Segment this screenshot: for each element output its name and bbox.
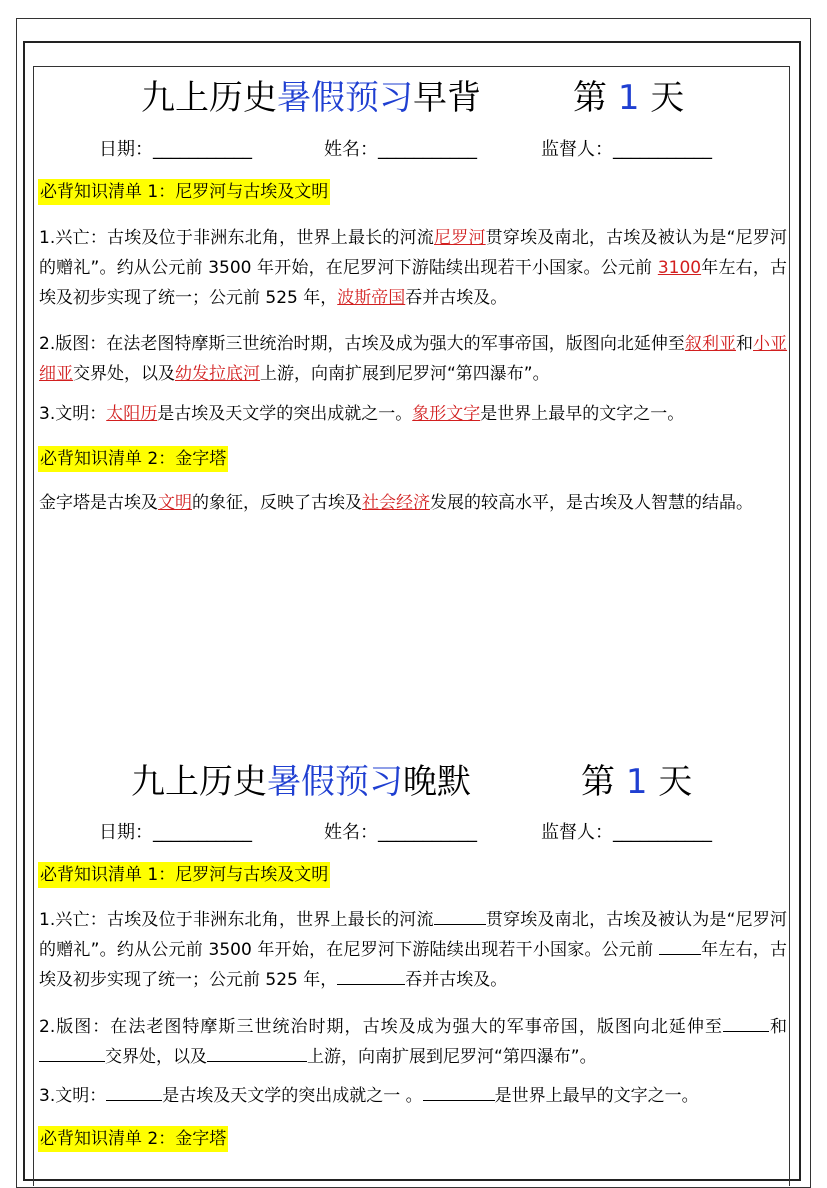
text: 发展的较高水平，是古埃及人智慧的结晶。 bbox=[430, 493, 753, 513]
evening-info-row bbox=[33, 820, 790, 846]
text: 2.版图：在法老图特摩斯三世统治时期，古埃及成为强大的军事帝国，版图向北延伸至 bbox=[39, 334, 685, 354]
morning-paragraph-3 bbox=[39, 399, 787, 429]
fill-blank[interactable] bbox=[423, 1084, 495, 1101]
answer: 叙利亚 bbox=[684, 334, 736, 354]
text: 和 bbox=[735, 334, 754, 354]
day-suffix: 天 bbox=[658, 762, 693, 802]
answer: 太阳历 bbox=[106, 404, 158, 424]
title-part-c: 晚默 bbox=[403, 762, 471, 802]
answer: 象形文字 bbox=[412, 404, 481, 424]
title-part-b: 暑假预习 bbox=[267, 762, 403, 802]
text: 年左右，古埃及初步实现了统一；公元前 525 年， bbox=[39, 940, 788, 990]
morning-paragraph-2 bbox=[39, 329, 787, 389]
morning-info-row bbox=[33, 137, 790, 163]
text: 贯穿埃及南北，古埃及被认为是“尼罗河的赠礼”。约从公元前 3500 年开始，在尼罗河下游陆续出现若干小国家。公元前 bbox=[39, 228, 788, 278]
text: 2.版图：在法老图特摩斯三世统治时期，古埃及成为强大的军事帝国，版图向北延伸至 bbox=[39, 1017, 723, 1037]
day-suffix: 天 bbox=[650, 78, 685, 118]
text: 贯穿埃及南北，古埃及被认为是“尼罗河的赠礼”。约从公元前 3500 年开始，在尼罗河下游陆续出现若干小国家。公元前 bbox=[39, 910, 788, 960]
answer: 小亚细亚 bbox=[39, 334, 788, 384]
answer: 3100 bbox=[657, 258, 702, 278]
text: 是世界上最早的文字之一。 bbox=[480, 404, 685, 424]
fill-blank[interactable] bbox=[39, 1045, 105, 1062]
answer: 幼发拉底河 bbox=[175, 364, 260, 384]
morning-day-counter bbox=[573, 76, 684, 120]
title-part-c: 早背 bbox=[413, 78, 481, 118]
answer: 波斯帝国 bbox=[337, 288, 406, 308]
day-number: 1 bbox=[617, 78, 640, 118]
title-part-a: 九上历史 bbox=[131, 762, 267, 802]
text: 交界处，以及 bbox=[105, 1047, 207, 1067]
title-part-a: 九上历史 bbox=[141, 78, 277, 118]
answer: 社会经济 bbox=[362, 493, 430, 513]
fill-blank[interactable] bbox=[337, 968, 405, 985]
text: 是古埃及天文学的突出成就之一 。 bbox=[162, 1086, 423, 1106]
morning-title-main bbox=[141, 76, 481, 120]
text: 金字塔是古埃及 bbox=[39, 493, 158, 513]
text: 交界处，以及 bbox=[73, 364, 175, 384]
day-prefix: 第 bbox=[581, 762, 615, 802]
evening-paragraph-3 bbox=[39, 1081, 787, 1111]
text: 3.文明： bbox=[39, 404, 107, 424]
text: 是古埃及天文学的突出成就之一。 bbox=[157, 404, 413, 424]
answer: 尼罗河 bbox=[434, 228, 486, 248]
text: 的象征，反映了古埃及 bbox=[192, 493, 362, 513]
name-field[interactable]: 姓名：___________ bbox=[324, 139, 477, 160]
supervisor-field[interactable]: 监督人：___________ bbox=[541, 139, 712, 160]
name-field[interactable]: 姓名：___________ bbox=[324, 822, 477, 843]
text: 3.文明： bbox=[39, 1086, 107, 1106]
text: 吞并古埃及。 bbox=[405, 288, 508, 308]
title-part-b: 暑假预习 bbox=[277, 78, 413, 118]
date-field[interactable]: 日期：___________ bbox=[99, 822, 252, 843]
list2-heading: 必背知识清单 2：金字塔 bbox=[38, 446, 228, 472]
fill-blank[interactable] bbox=[723, 1015, 769, 1032]
morning-paragraph-1 bbox=[39, 223, 787, 313]
evening-day-counter bbox=[581, 760, 692, 804]
fill-blank[interactable] bbox=[434, 908, 486, 925]
answer: 文明 bbox=[158, 493, 192, 513]
fill-blank[interactable] bbox=[207, 1045, 307, 1062]
morning-paragraph-4 bbox=[39, 488, 787, 518]
supervisor-field[interactable]: 监督人：___________ bbox=[541, 822, 712, 843]
text: 年左右，古埃及初步实现了统一；公元前 525 年， bbox=[39, 258, 788, 308]
fill-blank[interactable] bbox=[106, 1084, 162, 1101]
text: 吞并古埃及。 bbox=[405, 970, 508, 990]
text: 是世界上最早的文字之一。 bbox=[494, 1086, 699, 1106]
text: 1.兴亡：古埃及位于非洲东北角，世界上最长的河流 bbox=[39, 910, 434, 930]
day-prefix: 第 bbox=[573, 78, 607, 118]
day-number: 1 bbox=[625, 762, 648, 802]
list1-heading: 必背知识清单 1：尼罗河与古埃及文明 bbox=[38, 179, 330, 205]
evening-paragraph-1 bbox=[39, 905, 787, 995]
text: 上游，向南扩展到尼罗河“第四瀑布”。 bbox=[260, 364, 550, 384]
evening-title-main bbox=[131, 760, 471, 804]
fill-blank[interactable] bbox=[659, 938, 701, 955]
text: 1.兴亡：古埃及位于非洲东北角，世界上最长的河流 bbox=[39, 228, 435, 248]
text: 上游，向南扩展到尼罗河“第四瀑布”。 bbox=[307, 1047, 597, 1067]
date-field[interactable]: 日期：___________ bbox=[99, 139, 252, 160]
evening-list2-heading: 必背知识清单 2：金字塔 bbox=[38, 1126, 228, 1152]
evening-paragraph-2 bbox=[39, 1012, 787, 1072]
text: 和 bbox=[768, 1017, 788, 1037]
evening-list1-heading: 必背知识清单 1：尼罗河与古埃及文明 bbox=[38, 862, 330, 888]
